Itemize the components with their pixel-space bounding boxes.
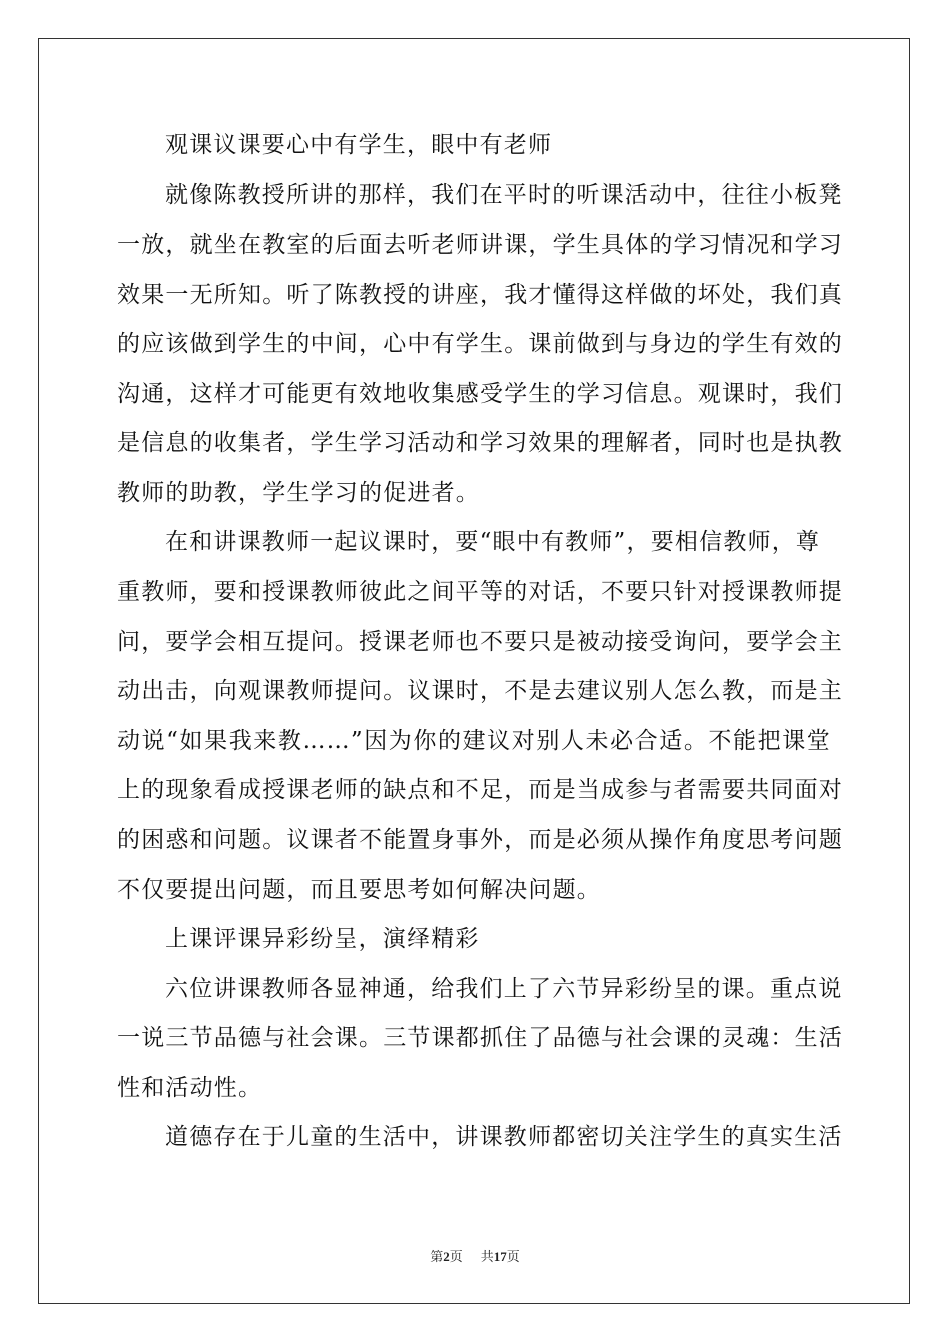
- page-prefix: 第: [430, 1249, 444, 1264]
- total-suffix: 页: [506, 1249, 520, 1264]
- paragraph-line: 不仅要提出问题，而且要思考如何解决问题。: [117, 877, 601, 903]
- paragraph-line: 道德存在于儿童的生活中，讲课教师都密切关注学生的真实生活: [165, 1124, 843, 1150]
- paragraph-line: 在和讲课教师一起议课时，要“眼中有教师”，要相信教师，尊: [165, 529, 821, 555]
- paragraph-line: 动说“如果我来教……”因为你的建议对别人未必合适。不能把课堂: [117, 728, 831, 754]
- paragraph-line: 的应该做到学生的中间，心中有学生。课前做到与身边的学生有效的: [117, 331, 843, 357]
- paragraph-line: 效果一无所知。听了陈教授的讲座，我才懂得这样做的坏处，我们真: [117, 282, 843, 308]
- paragraph-line: 沟通，这样才可能更有效地收集感受学生的学习信息。观课时，我们: [117, 381, 843, 407]
- paragraph-line: 动出击，向观课教师提问。议课时，不是去建议别人怎么教，而是主: [117, 678, 843, 704]
- paragraph-line: 是信息的收集者，学生学习活动和学习效果的理解者，同时也是执教: [117, 430, 843, 456]
- paragraph-line: 六位讲课教师各显神通，给我们上了六节异彩纷呈的课。重点说: [165, 976, 843, 1002]
- paragraph-line: 就像陈教授所讲的那样，我们在平时的听课活动中，往往小板凳: [165, 182, 843, 208]
- total-prefix: 共: [480, 1249, 494, 1264]
- paragraph-line: 教师的助教，学生学习的促进者。: [117, 480, 480, 506]
- page-footer: [0, 1246, 950, 1265]
- paragraph-line: 一说三节品德与社会课。三节课都抓住了品德与社会课的灵魂：生活: [117, 1025, 843, 1051]
- section-heading: 上课评课异彩纷呈，演绎精彩: [165, 926, 480, 952]
- page-suffix: 页: [449, 1249, 463, 1264]
- paragraph-line: 的困惑和问题。议课者不能置身事外，而是必须从操作角度思考问题: [117, 827, 843, 853]
- paragraph-line: 问，要学会相互提问。授课老师也不要只是被动接受询问，要学会主: [117, 629, 843, 655]
- section-heading: 观课议课要心中有学生，眼中有老师: [165, 132, 553, 158]
- paragraph-line: 上的现象看成授课老师的缺点和不足，而是当成参与者需要共同面对: [117, 777, 843, 803]
- paragraph-line: 一放，就坐在教室的后面去听老师讲课，学生具体的学习情况和学习: [117, 232, 843, 258]
- page-number: 2: [443, 1249, 450, 1264]
- total-pages: 17: [493, 1249, 507, 1264]
- paragraph-line: 性和活动性。: [117, 1075, 263, 1101]
- paragraph-line: 重教师，要和授课教师彼此之间平等的对话，不要只针对授课教师提: [117, 579, 843, 605]
